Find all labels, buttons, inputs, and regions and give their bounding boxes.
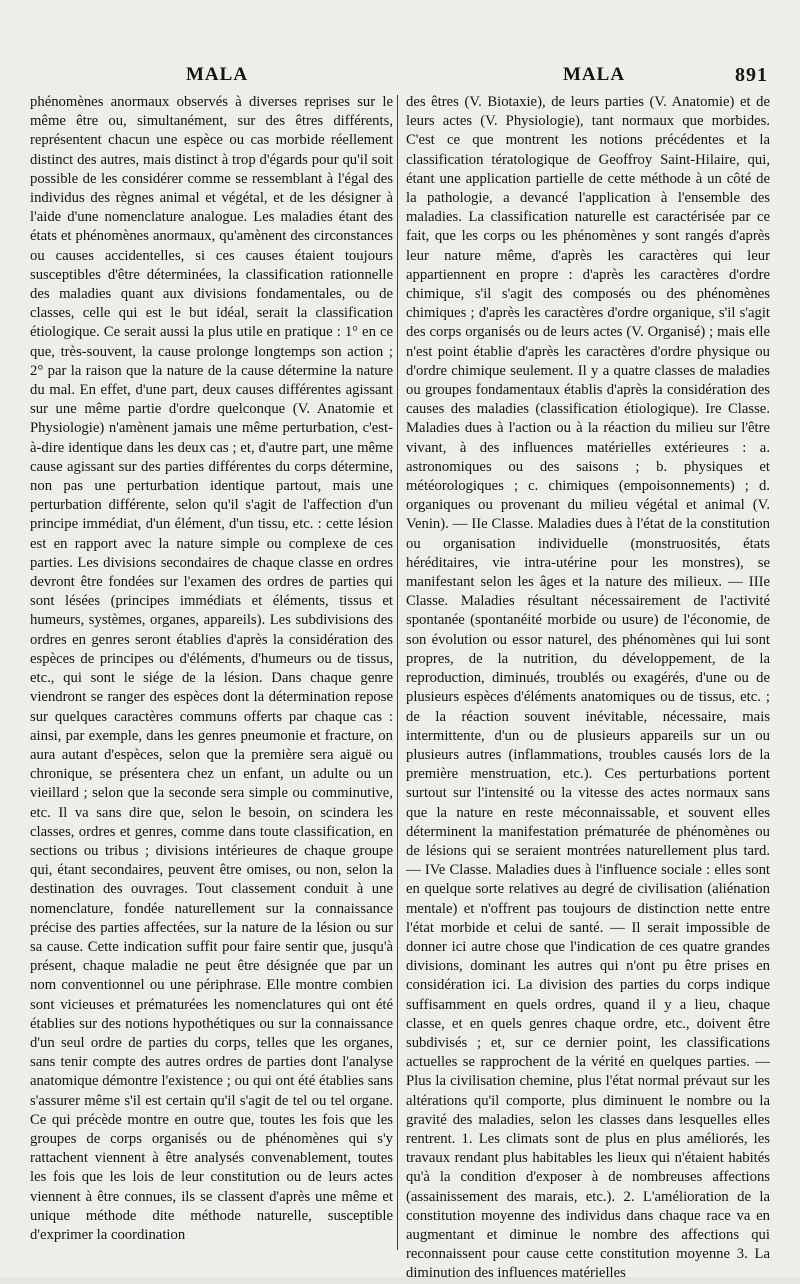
page-number: 891 — [735, 64, 768, 86]
right-running-title: MALA — [563, 64, 626, 85]
left-column-text: phénomènes anormaux observés à diverses reprises sur le même être ou, simultanément, sur des êtres différents, représentent chacun une espèce ou cas morbide réellement distinct des autres, mais distinct à trop d'égards pour qu'il soit possible de les considérer comme se ressemblant à l'égal des individus des règnes animal et végétal, et de les désigner à l'aide d'une nomenclature analogue. Les maladies étant des états et phénomènes anormaux, qu'amènent des circonstances ou causes accidentelles, si ces causes étaient toujours susceptibles d'être déterminées, la classification rationnelle des maladies quant aux divisions fondamentales, ou de classes, celle qui est le but idéal, serait la classification étiologique. Ce serait aussi la plus utile en pratique : 1° en ce que, très-souvent, la cause prolonge longtemps son action ; 2° par la raison que la nature de la cause détermine la nature du mal. En effet, d'une part, deux causes différentes agissant sur une même partie d'ordre quelconque (V. Anatomie et Physiologie) n'amènent jamais une même perturbation, c'est-à-dire identique dans les deux cas ; et, d'autre part, une même cause agissant sur des parties différentes du corps détermine, non pas une perturbation identique partout, mais une perturbation différente, selon qu'il s'agit de l'affection d'un principe immédiat, d'un élément, d'un tissu, etc. : cette lésion est en rapport avec la nature simple ou complexe de ces parties. Les divisions secondaires de chaque classe en ordres devront être fondées sur l'examen des ordres de parties qui sont lésées (principes immédiats et éléments, tissus et humeurs, systèmes, organes, appareils). Les subdivisions des ordres en genres seront établies d'après la considération des espèces de principes ou d'éléments, d'humeurs ou de tissus, etc., qui sont le siége de la lésion. Dans chaque genre viendront se ranger des espèces dont la détermination repose sur quelques caractères communs offerts par chaque cas : ainsi, par exemple, dans les genres pneumonie et fracture, on aura autant d'espèces, selon que la première sera aiguë ou chronique, se présentera chez un enfant, un adulte ou un vieillard ; selon que la seconde sera simple ou comminutive, etc. Il va sans dire que, selon le besoin, on scindera les classes, ordres et genres, comme dans toute classification, en sections ou tribus ; divisions intérieures de chaque groupe qui, étant secondaires, peuvent être omises, ou non, selon la destination des ouvrages. Tout classement conduit à une nomenclature, fondée naturellement sur la connaissance précise des parties affectées, sur la nature de la lésion ou sur sa cause. Cette indication suffit pour faire sentir que, jusqu'à présent, chaque maladie ne peut être désignée que par un nom conventionnel ou une périphrase. Elle montre combien sont vicieuses et prématurées les nomenclatures qui ont été établies sur des notions hypothétiques ou sur la connaissance d'un seul ordre de parties du corps, telles que les organes, sans tenir compte des autres ordres de parties dont l'analyse anatomique démontre l'existence ; ou qui ont été établies sans s'assurer même s'il est certain qu'il s'agit de tel ou tel organe. Ce qui précède montre en outre que, toutes les fois que les groupes de corps organisés ou de phénomènes qui s'y rattachent viennent à être analysés convenablement, toutes les fois que les lois de leur constitution ou de leurs actes viennent à être connues, ils se classent d'après une même et unique méthode dite méthode naturelle, susceptible d'exprimer la coordination — [30, 94, 393, 1243]
right-column-text: des êtres (V. Biotaxie), de leurs parties (V. Anatomie) et de leurs actes (V. Physiologie), tant normaux que morbides. C'est ce que montrent les notions précédentes et la classification tératologique de Geoffroy Saint-Hilaire, qui, étant une application partielle de cette méthode à un côté de la pathologie, a devancé l'application à l'ensemble des maladies. La classification naturelle est caractérisée par ce fait, que les corps ou les phénomènes y sont rangés d'après leur nature même, d'après les caractères qui leur appartiennent en propre : d'après les caractères d'ordre chimique, s'il s'agit des composés ou des phénomènes chimiques ; d'après les caractères d'ordre organique, s'il s'agit des corps organisés ou de leurs actes (V. Organisé) ; mais elle n'est point établie d'après les caractères d'ordre physique ou d'ordre chimique seulement. Il y a quatre classes de maladies ou groupes fondamentaux établis d'après la considération des causes des maladies (classification étiologique). Ire Classe. Maladies dues à l'action ou à la réaction du milieu sur l'être vivant, à des influences matérielles extérieures : a. astronomiques ou des saisons ; b. physiques et météorologiques ; c. chimiques (empoisonnements) ; d. organiques ou provenant du milieu végétal et animal (V. Venin). — IIe Classe. Maladies dues à l'état de la constitution ou organisation individuelle (monstruosités, états héréditaires, vie intra-utérine pour les monstres), se manifestant selon les âges et la nature des milieux. — IIIe Classe. Maladies résultant nécessairement de l'activité spontanée (spontanéité morbide ou usure) de l'économie, de son évolution ou essor naturel, des phénomènes qui lui sont propres, de la nutrition, du développement, de la reproduction, diminués, troublés ou exagérés, d'une ou de plusieurs espèces d'éléments anatomiques ou de tissus, etc. ; de la réaction souvent inévitable, nécessaire, mais intermittente, d'un ou de plusieurs appareils sur un ou plusieurs autres (inflammations, troubles causés lors de la première menstruation, etc.). Ces perturbations portent surtout sur l'intensité ou la vitesse des actes normaux sans que la nature en reste méconnaissable, et souvent elles déterminent la manifestation prématurée de phénomènes ou de lésions qui se seraient montrées naturellement plus tard. — IVe Classe. Maladies dues à l'influence sociale : elles sont en quelque sorte relatives au degré de civilisation (aliénation mentale) et n'offrent pas toujours de distinction nette entre l'état morbide et celui de santé. — Il serait impossible de donner ici autre chose que l'indication de ces quatre grandes divisions, dominant les autres qui n'ont pu être prises en considération ici. La division des parties du corps indique suffisamment en quels ordres, quand il y a lieu, chaque classe, et en quels genres chaque ordre, etc., doivent être subdivisés ; et, sur ce dernier point, les classifications actuelles se rapprochent de la vérité en quelques parties. — Plus la civilisation chemine, plus l'état normal prévaut sur les altérations qu'il comporte, plus diminuent le nombre ou la gravité des maladies, selon les classes dans lesquelles elles rentrent. 1. Les climats sont de plus en plus améliorés, les travaux rendant plus habitables les lieux qui n'étaient habités qu'à la condition d'exposer à de nombreuses affections (assainissement des marais, etc.). 2. L'amélioration de la constitution moyenne des individus dans chaque race va en augmentant et diminue le nombre des affections qui reconnaissent pour cause cette constitution moyenne 3. La diminution des influences matérielles — [406, 94, 770, 1282]
right-column — [406, 93, 770, 1284]
running-header — [0, 60, 800, 90]
left-running-title: MALA — [186, 64, 249, 85]
left-column — [30, 93, 393, 1245]
column-divider — [397, 95, 398, 1250]
